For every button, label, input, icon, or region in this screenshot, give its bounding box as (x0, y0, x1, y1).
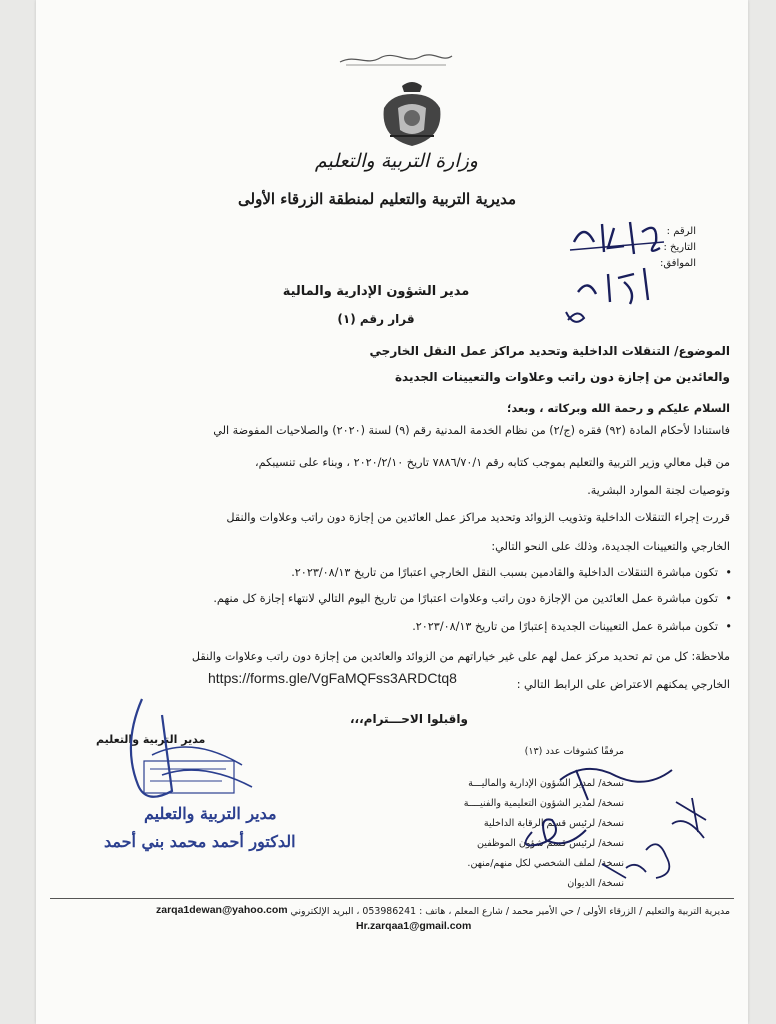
handwritten-reference-date (564, 212, 674, 332)
list-item: نسخة/ لرئيس قسم الرقابة الداخلية (483, 818, 624, 829)
list-item: نسخة/ لمدير الشؤون الإدارية والماليـــة (468, 778, 624, 789)
decision-number: قرار رقم (١) (337, 312, 415, 326)
closing-phrase: واقبلوا الاحـــترام،،، (350, 712, 468, 726)
note-line-2: الخارجي يمكنهم الاعتراض على الرابط التالي : (516, 678, 730, 691)
initials-signatures (476, 740, 716, 890)
document-page (36, 0, 748, 1024)
footer-email-primary[interactable]: zarqa1dewan@yahoo.com (156, 904, 288, 916)
signatory-title: مدير التربية والتعليم (96, 733, 206, 746)
note-line-1: ملاحظة: كل من تم تحديد مركز عمل لهم على غير خياراتهم من الزوائد والعائدين من إجازة دون راتب وعلاوات والنقل (191, 650, 730, 663)
footer-email-hr[interactable]: Hr.zarqaa1@gmail.com (356, 920, 472, 932)
basmala-calligraphy (336, 48, 456, 70)
stamp-name: الدكتور أحمد محمد بني أحمد (104, 832, 296, 851)
stamp-title: مدير التربية والتعليم (144, 804, 277, 823)
list-item: تكون مباشرة عمل التعيينات الجديدة إعتبارًا من تاريخ ٢٠٢٣/٠٨/١٣. • (412, 620, 718, 633)
footer-address: مديرية التربية والتعليم / الزرقاء الأولى / حي الأمير محمد / شارع المعلم ، هاتف : 053986241 ، البريد الإلكتروني (290, 906, 730, 917)
paragraph-2-line-2: الخارجي والتعيينات الجديدة، وذلك على النحو التالي: (491, 540, 730, 553)
list-item: تكون مباشرة عمل العائدين من الإجازة دون راتب وعلاوات اعتبارًا من تاريخ اليوم التالي لانتهاء إجازة كل منهم. • (213, 592, 718, 605)
list-item: نسخة/ الديوان (567, 878, 624, 889)
jordan-emblem-icon (376, 78, 448, 150)
paragraph-2-line-1: قررت إجراء التنقلات الداخلية وتذويب الزوائد وتحديد مراكز عمل العائدين من إجازة دون راتب وعلاوات والنقل (226, 511, 730, 524)
subject-line-1: الموضوع/ التنقلات الداخلية وتحديد مراكز عمل النقل الخارجي (369, 344, 730, 358)
list-item: نسخة/ لرئيس قسم شؤون الموظفين (477, 838, 624, 849)
issuing-department-title: مدير الشؤون الإدارية والمالية (282, 284, 470, 299)
greeting: السلام عليكم و رحمة الله وبركاته ، وبعد؛ (506, 402, 730, 415)
footer-divider (50, 898, 734, 899)
list-item: تكون مباشرة التنقلات الداخلية والقادمين بسبب النقل الخارجي اعتبارًا من تاريخ ٢٠٢٣/٠٨/١٣. • (291, 566, 718, 579)
objection-form-link[interactable]: https://forms.gle/VgFaMQFss3ARDCtq8 (208, 670, 457, 686)
subject-line-2: والعائدين من إجازة دون راتب وعلاوات والتعيينات الجديدة (394, 370, 730, 384)
list-item: نسخة/ لمدير الشؤون التعليمية والفنيــــة (463, 798, 624, 809)
ministry-name: وزارة التربية والتعليم (314, 150, 478, 172)
attachments-note: مرفقًا كشوفات عدد (١٣) (524, 746, 624, 757)
directorate-name: مديرية التربية والتعليم لمنطقة الزرقاء الأولى (238, 190, 516, 208)
date-label: التاريخ : (663, 242, 696, 253)
reference-label: الرقم : (666, 226, 696, 237)
corresponding-date-label: الموافق: (659, 258, 696, 269)
list-item: نسخة/ لملف الشخصي لكل منهم/منهن. (467, 858, 624, 869)
paragraph-1-line-2: من قبل معالي وزير التربية والتعليم بموجب كتابه رقم ٧٨٨٦/٧٠/١ تاريخ ٢٠٢٠/٢/١٠ ، وبناء على تنسيبكم، (255, 456, 730, 469)
paragraph-1-line-3: وتوصيات لجنة الموارد البشرية. (587, 484, 730, 497)
paragraph-1-line-1: فاستنادا لأحكام المادة (٩٢) فقره (ج/٢) من نظام الخدمة المدنية رقم (٩) لسنة (٢٠٢٠) والصلاحيات المفوضة الي (213, 424, 730, 437)
